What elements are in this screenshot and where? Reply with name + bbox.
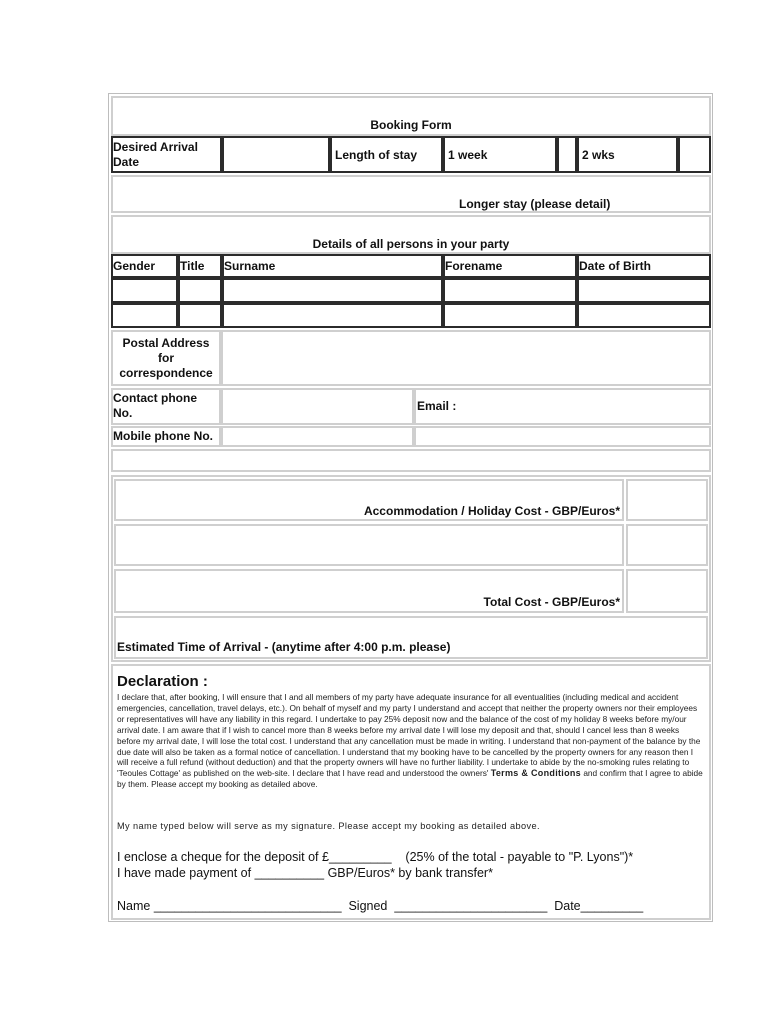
party-row-1-title[interactable]	[178, 278, 222, 303]
signature-note: My name typed below will serve as my signature. Please accept my booking as detailed above.	[117, 821, 540, 831]
postal-address-input[interactable]	[221, 330, 711, 386]
party-row-2-title[interactable]	[178, 303, 222, 328]
spacer-row	[111, 449, 711, 472]
terms-conditions-link[interactable]: Terms & Conditions	[490, 768, 581, 779]
declaration-body-part1: I declare that, after booking, I will ensure that I and all members of my party have adequate insurance for all eventualities (including medical and accident emergencies, cancellation, travel delays, etc.). On behalf of myself and my party I understand and accept that neither the property owners nor their employees or representatives will have any liability in this regard. I undertake to pay 25% deposit now and the balance of the cost of my holiday 8 weeks before my/our arrival date. I am aware that if I wish to cancel more than 8 weeks before my arrival date I will lose my deposit and that, should I cancel less than 8 weeks before my arrival date, I will lose the total cost. I understand that any cancellation must be made in writing. I understand that non-payment of the balance by the due date will also be taken as a formal notice of cancellation. I understand that my booking have to be cancelled by the property owners for any reason then I will receive a full refund (without deduction) and that the property owners will have no further liability. I undertake to abide by the no-smoking rules relating to 'Teoules Cottage' as published on the web-site. I declare that I have read and understood the owners'	[117, 692, 701, 779]
accommodation-cost-input[interactable]	[626, 479, 708, 521]
party-row-2-gender[interactable]	[111, 303, 178, 328]
party-row-1-surname[interactable]	[222, 278, 443, 303]
option-2-wks-checkbox[interactable]	[678, 136, 711, 173]
declaration-title: Declaration :	[117, 673, 208, 690]
option-1-week-label: 1 week	[448, 148, 488, 162]
party-row-2-surname[interactable]	[222, 303, 443, 328]
extra-cost-input[interactable]	[626, 524, 708, 566]
declaration-body	[117, 692, 703, 790]
party-row-2-dob[interactable]	[577, 303, 711, 328]
option-1-week-checkbox[interactable]	[557, 136, 577, 173]
cheque-line[interactable]: I enclose a cheque for the deposit of £_________ (25% of the total - payable to "P. Lyons")*	[117, 850, 634, 864]
contact-phone-input[interactable]	[221, 388, 414, 425]
party-header-title-label: Title	[180, 259, 205, 273]
party-header-forename-label: Forename	[445, 259, 503, 273]
postal-address-label: Postal Address for correspondence	[119, 336, 213, 380]
length-of-stay-label: Length of stay	[335, 148, 418, 162]
party-title: Details of all persons in your party	[312, 237, 510, 251]
longer-stay-label: Longer stay (please detail)	[459, 197, 611, 211]
email-label: Email :	[417, 399, 457, 413]
form-title: Booking Form	[370, 118, 452, 132]
declaration-body-part2: and confirm that I agree to abide by them. Please accept my booking as detailed above.	[117, 768, 703, 790]
desired-arrival-input[interactable]	[222, 136, 330, 173]
contact-phone-label: Contact phone No.	[113, 391, 197, 420]
party-header-surname-label: Surname	[224, 259, 276, 273]
signature-line[interactable]: Name ___________________________ Signed ______________________ Date_________	[117, 899, 644, 913]
party-header-dob-label: Date of Birth	[579, 259, 651, 273]
total-cost-input[interactable]	[626, 569, 708, 613]
mobile-extra-input[interactable]	[414, 426, 711, 447]
longer-stay-row[interactable]	[111, 175, 711, 213]
transfer-line[interactable]: I have made payment of __________ GBP/Euros* by bank transfer*	[117, 866, 493, 880]
extra-cost-label-cell	[114, 524, 624, 566]
email-input[interactable]	[414, 388, 711, 425]
mobile-phone-label: Mobile phone No.	[113, 429, 213, 443]
party-row-1-forename[interactable]	[443, 278, 577, 303]
party-row-1-gender[interactable]	[111, 278, 178, 303]
accommodation-cost-label: Accommodation / Holiday Cost - GBP/Euros*	[363, 504, 620, 518]
eta-label: Estimated Time of Arrival - (anytime after 4:00 p.m. please)	[117, 640, 451, 654]
party-row-1-dob[interactable]	[577, 278, 711, 303]
party-row-2-forename[interactable]	[443, 303, 577, 328]
total-cost-label: Total Cost - GBP/Euros*	[483, 595, 620, 609]
option-2-wks-label: 2 wks	[582, 148, 615, 162]
mobile-phone-input[interactable]	[221, 426, 414, 447]
desired-arrival-label: Desired Arrival Date	[113, 140, 198, 169]
party-header-gender-label: Gender	[113, 259, 156, 273]
